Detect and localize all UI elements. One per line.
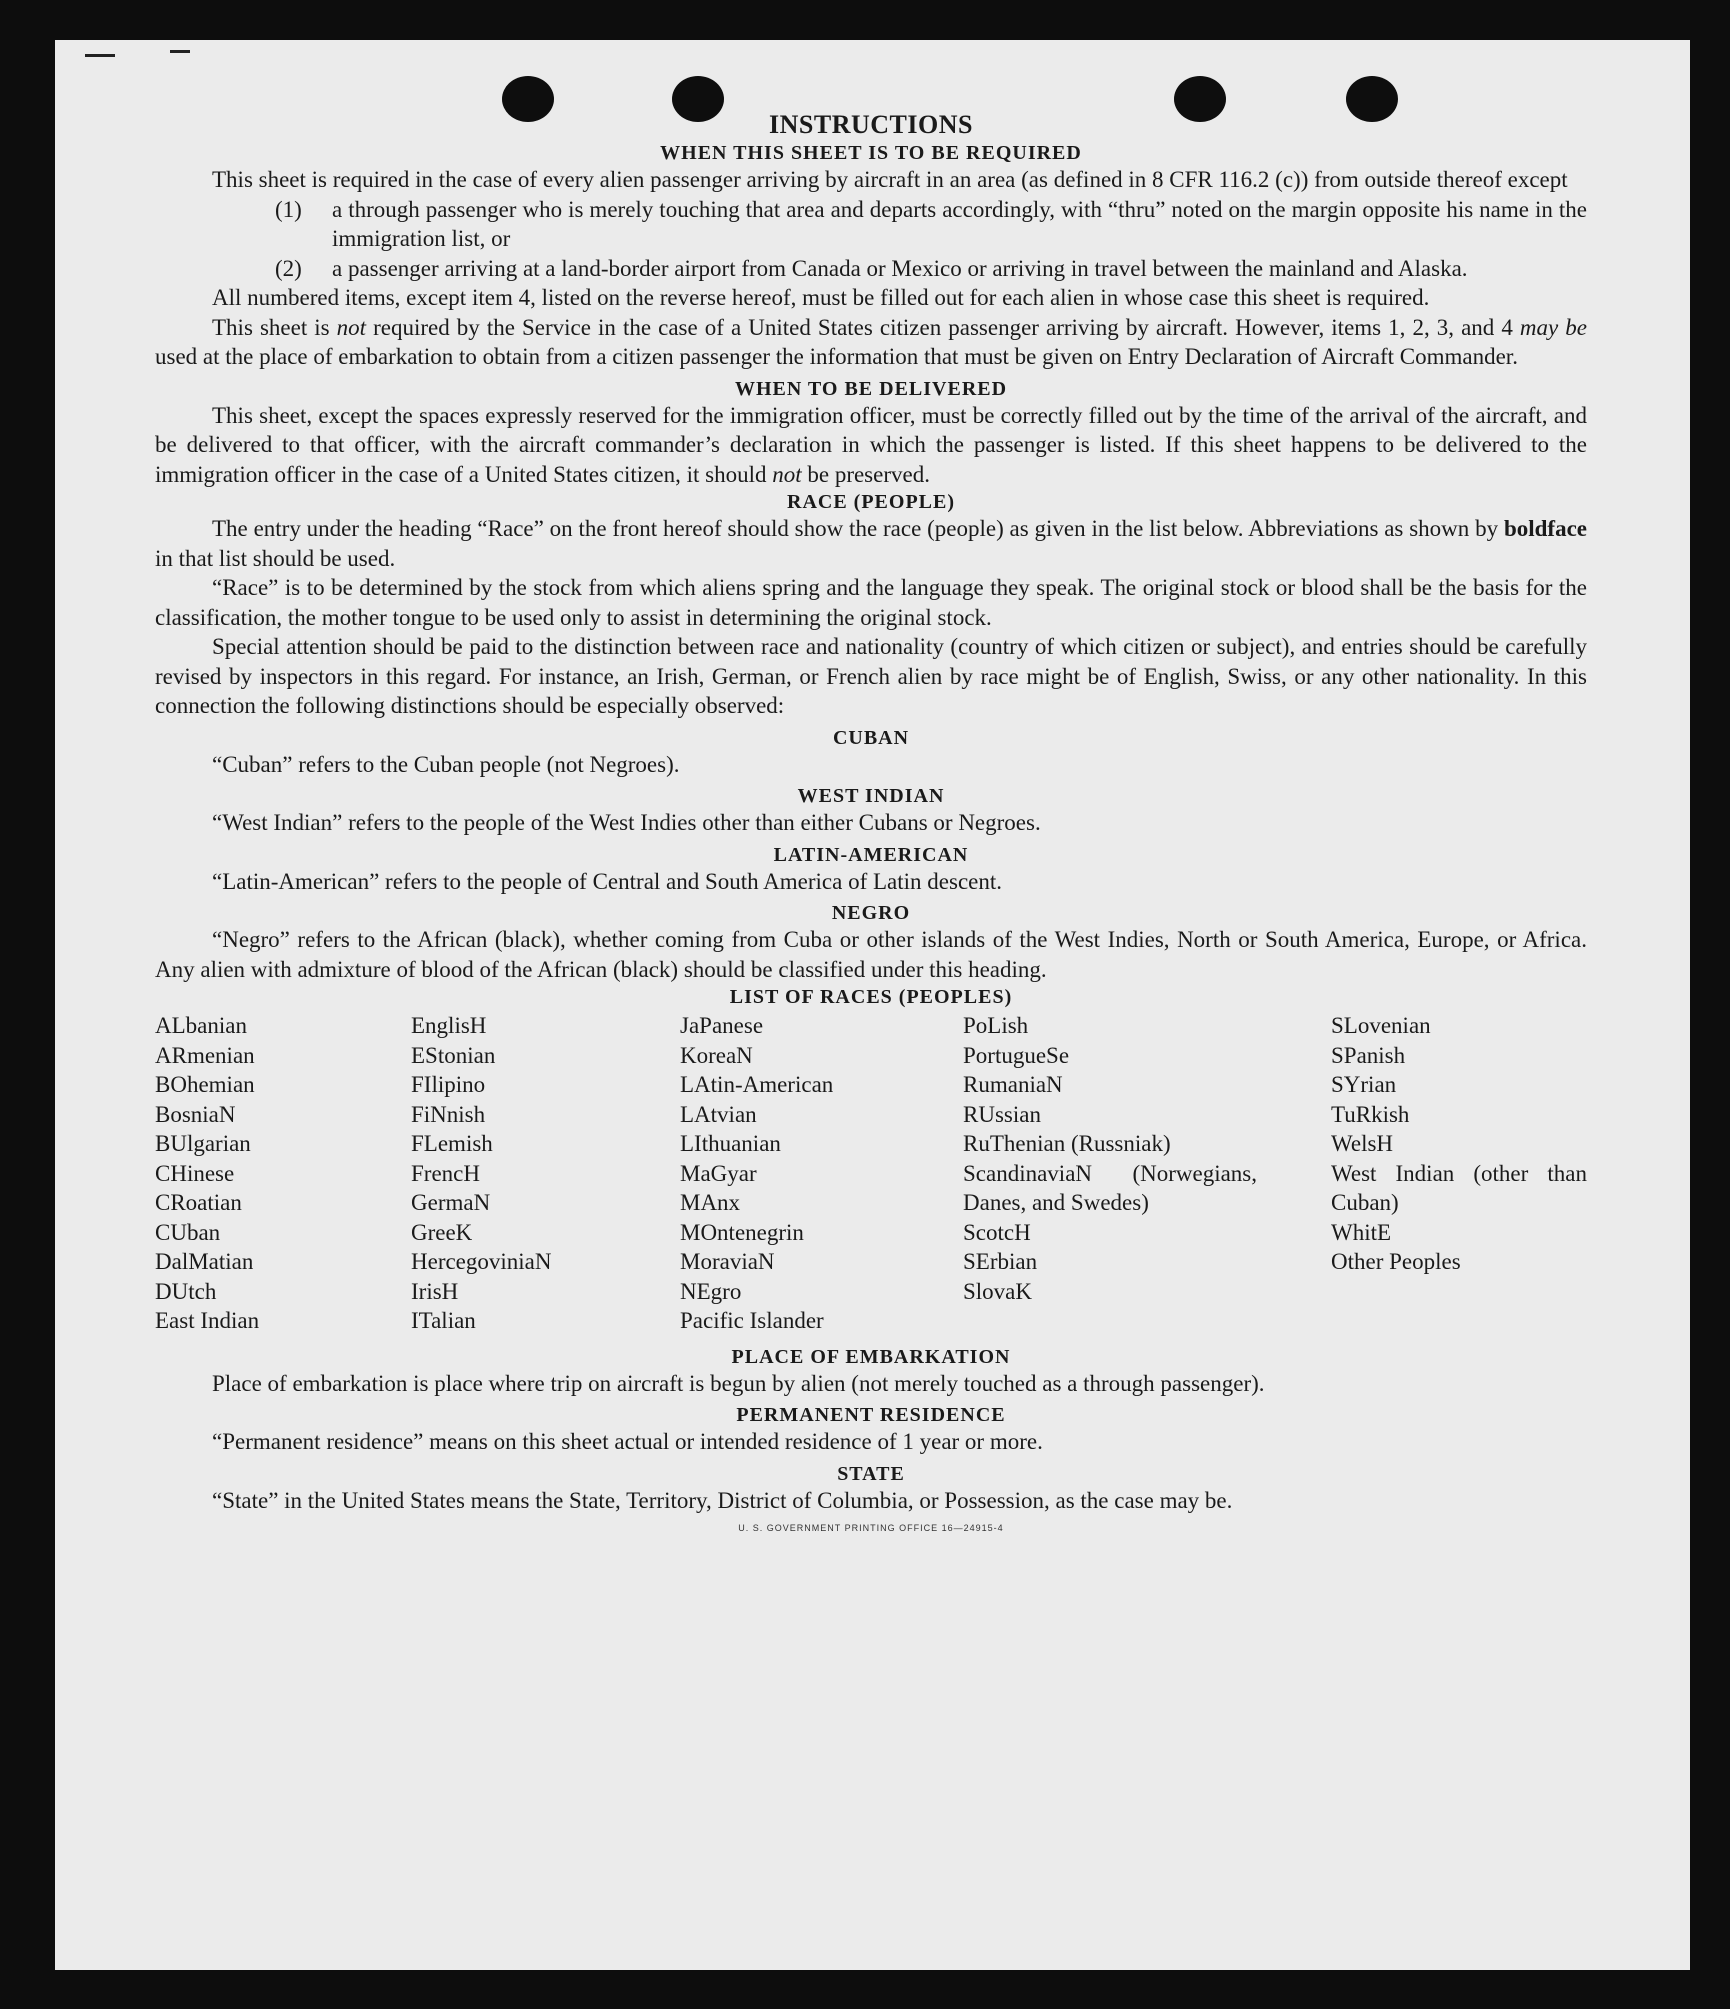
definition-heading-cuban: CUBAN [832,726,910,749]
when-delivered-text [155,401,1587,490]
race-entry: RumaniaN [963,1072,1063,1097]
race-entry: CHinese [155,1160,235,1186]
race-entry: GreeK [411,1219,473,1245]
bold-span: boldface [1503,516,1587,541]
race-entry: FIlipino [411,1072,486,1097]
race-entry: TuRkish [1331,1101,1410,1127]
item-number: (2) [275,255,302,281]
definition-text-latin-american: “Latin-American” refers to the people of Central and South America of Latin descent. [212,868,1002,894]
scan-mark [85,54,115,57]
races-list-heading: LIST OF RACES (PEOPLES) [729,986,1013,1008]
when-required-para2: All numbered items, except item 4, listed on the reverse hereof, must be filled out for each alien in whose case this sheet is required. [212,285,1430,310]
race-entry: NEgro [680,1278,742,1304]
race-entry: MOntenegrin [680,1219,804,1245]
race-entry: LAtvian [680,1101,757,1127]
residence-text: “Permanent residence” means on this sheet actual or intended residence of 1 year or more. [212,1429,1043,1454]
definition-text-west-indian: “West Indian” refers to the people of the West Indies other than either Cubans or Negroes. [212,810,1041,835]
race-entry: ARmenian [155,1042,255,1068]
race-entry: East Indian [155,1308,260,1333]
race-entry: BUlgarian [155,1131,251,1156]
race-entry: ScotcH [963,1219,1031,1245]
section-heading-when-required: WHEN THIS SHEET IS TO BE REQUIRED [660,142,1082,164]
race-entry: MaGyar [680,1160,757,1186]
document-body [155,110,1587,1533]
race-entry: SlovaK [963,1278,1032,1304]
italic-span: not [336,314,367,340]
race-entry: PortugueSe [963,1042,1070,1068]
races-column [155,1011,411,1336]
definition-heading-negro: NEGRO [831,902,911,924]
race-entry: JaPanese [680,1013,764,1038]
race-entry: ALbanian [155,1013,247,1038]
race-entry: LIthuanian [680,1131,781,1156]
race-entry: Pacific Islander [680,1308,824,1333]
race-entry: FrencH [411,1160,480,1186]
section-heading-residence: PERMANENT RESIDENCE [736,1404,1006,1426]
text-span: be preserved. [801,461,930,487]
when-required-intro: This sheet is required in the case of every alien passenger arriving by aircraft in an area (as defined in 8 CFR 116.2 (c)) from outside thereof except [212,167,1568,192]
race-entry: KoreaN [680,1042,753,1068]
race-entry: FiNnish [411,1101,486,1127]
definition-text-negro: “Negro” refers to the African (black), whether coming from Cuba or other islands of the West Indies, North or South America, Europe, or Africa. Any alien with admixture of blood of the African (black) should be classified under this heading. [155,927,1587,982]
section-heading-race: RACE (PEOPLE) [787,491,955,513]
race-para2: “Race” is to be determined by the stock from which aliens spring and the language they speak. The original stock or blood shall be the basis for the classification, the mother tongue to be used only to assist in determining the original stock. [155,575,1587,630]
race-entry: WhitE [1331,1219,1392,1245]
definition-text-cuban: “Cuban” refers to the Cuban people (not Negroes). [212,751,680,777]
race-entry: BOhemian [155,1072,255,1097]
section-heading-when-delivered: WHEN TO BE DELIVERED [734,377,1008,400]
document-page [55,40,1690,1970]
race-entry: MoraviaN [680,1249,775,1274]
item-number: (1) [275,196,302,222]
race-entry: ITalian [411,1308,476,1333]
text-span: The entry under the heading “Race” on the front hereof should show the race (people) as given in the list below. Abbreviations as shown by [212,516,1504,541]
race-entry: FLemish [411,1131,493,1156]
text-span: used at the place of embarkation to obtain from a citizen passenger the information that must be given on Entry Declaration of Aircraft Commander. [155,344,1518,369]
state-text: “State” in the United States means the State, Territory, District of Columbia, or Possession, as the case may be. [212,1487,1233,1513]
race-entry: SYrian [1331,1072,1397,1097]
race-entry: GermaN [411,1190,491,1215]
races-column [1331,1011,1587,1336]
race-entry: DalMatian [155,1249,254,1274]
race-entry: SErbian [963,1249,1038,1274]
race-entry: CUban [155,1219,221,1245]
race-entry: SPanish [1331,1042,1406,1068]
race-para3: Special attention should be paid to the distinction between race and nationality (country of which citizen or subject), and entries should be carefully revised by inspectors in this regard. For instance, an Irish, German, or French alien by race might be of English, Swiss, or any other nationality. In this connection the following distinctions should be especially observed: [155,634,1587,718]
page-title: INSTRUCTIONS [769,110,973,139]
race-entry: HercegoviniaN [411,1249,552,1274]
race-entry: Other Peoples [1331,1249,1461,1274]
scan-mark [170,50,190,53]
race-entry: RuThenian (Russniak) [963,1131,1171,1156]
race-entry: BosniaN [155,1101,236,1127]
races-list [155,1011,1587,1336]
text-span: required by the Service in the case of a United States citizen passenger arriving by aircraft. However, items 1, 2, 3, and 4 [366,314,1520,340]
race-entry: LAtin-American [680,1072,834,1097]
section-heading-embarkation: PLACE OF EMBARKATION [731,1345,1011,1368]
race-entry: CRoatian [155,1190,242,1215]
race-entry: PoLish [963,1013,1029,1038]
definition-heading-west-indian: WEST INDIAN [797,785,945,807]
text-span: This sheet, except the spaces expressly reserved for the immigration officer, must be correctly filled out by the time of the arrival of the aircraft, and be delivered to that officer, with the aircraft commander’s declaration in which the passenger is listed. If this sheet happens to be delivered to the immigration officer in the case of a United States citizen, it should [155,402,1587,487]
text-span: This sheet is [212,314,337,340]
when-required-para3 [155,313,1587,372]
races-column [680,1011,963,1336]
race-entry: WelsH [1331,1131,1394,1156]
exception-item [155,195,1587,254]
text-span: in that list should be used. [155,545,396,571]
race-entry: RUssian [963,1101,1041,1127]
races-column [963,1011,1257,1336]
definition-heading-latin-american: LATIN-AMERICAN [773,843,969,866]
item-text: a through passenger who is merely touching that area and departs accordingly, with “thru” noted on the margin opposite his name in the immigration list, or [332,196,1587,251]
race-entry: IrisH [411,1278,459,1304]
race-entry: West Indian (other than Cuban) [1331,1160,1587,1215]
race-entry: SLovenian [1331,1013,1431,1038]
race-entry: EnglisH [411,1013,487,1038]
race-entry: EStonian [411,1042,496,1068]
exception-item [155,254,1587,284]
races-column [411,1011,680,1336]
section-heading-state: STATE [837,1462,905,1485]
embarkation-text: Place of embarkation is place where trip on aircraft is begun by alien (not merely touched as a through passenger). [212,1370,1265,1396]
item-text: a passenger arriving at a land-border airport from Canada or Mexico or arriving in travel between the mainland and Alaska. [332,255,1468,281]
printer-imprint: U. S. GOVERNMENT PRINTING OFFICE 16—24915-4 [738,1523,1004,1533]
italic-span: may be [1519,314,1588,340]
race-para1 [155,514,1587,573]
race-entry: ScandinaviaN (Norwegians, Danes, and Swedes) [963,1160,1257,1215]
race-entry: DUtch [155,1278,217,1304]
italic-span: not [772,461,802,487]
race-entry: MAnx [680,1190,741,1215]
